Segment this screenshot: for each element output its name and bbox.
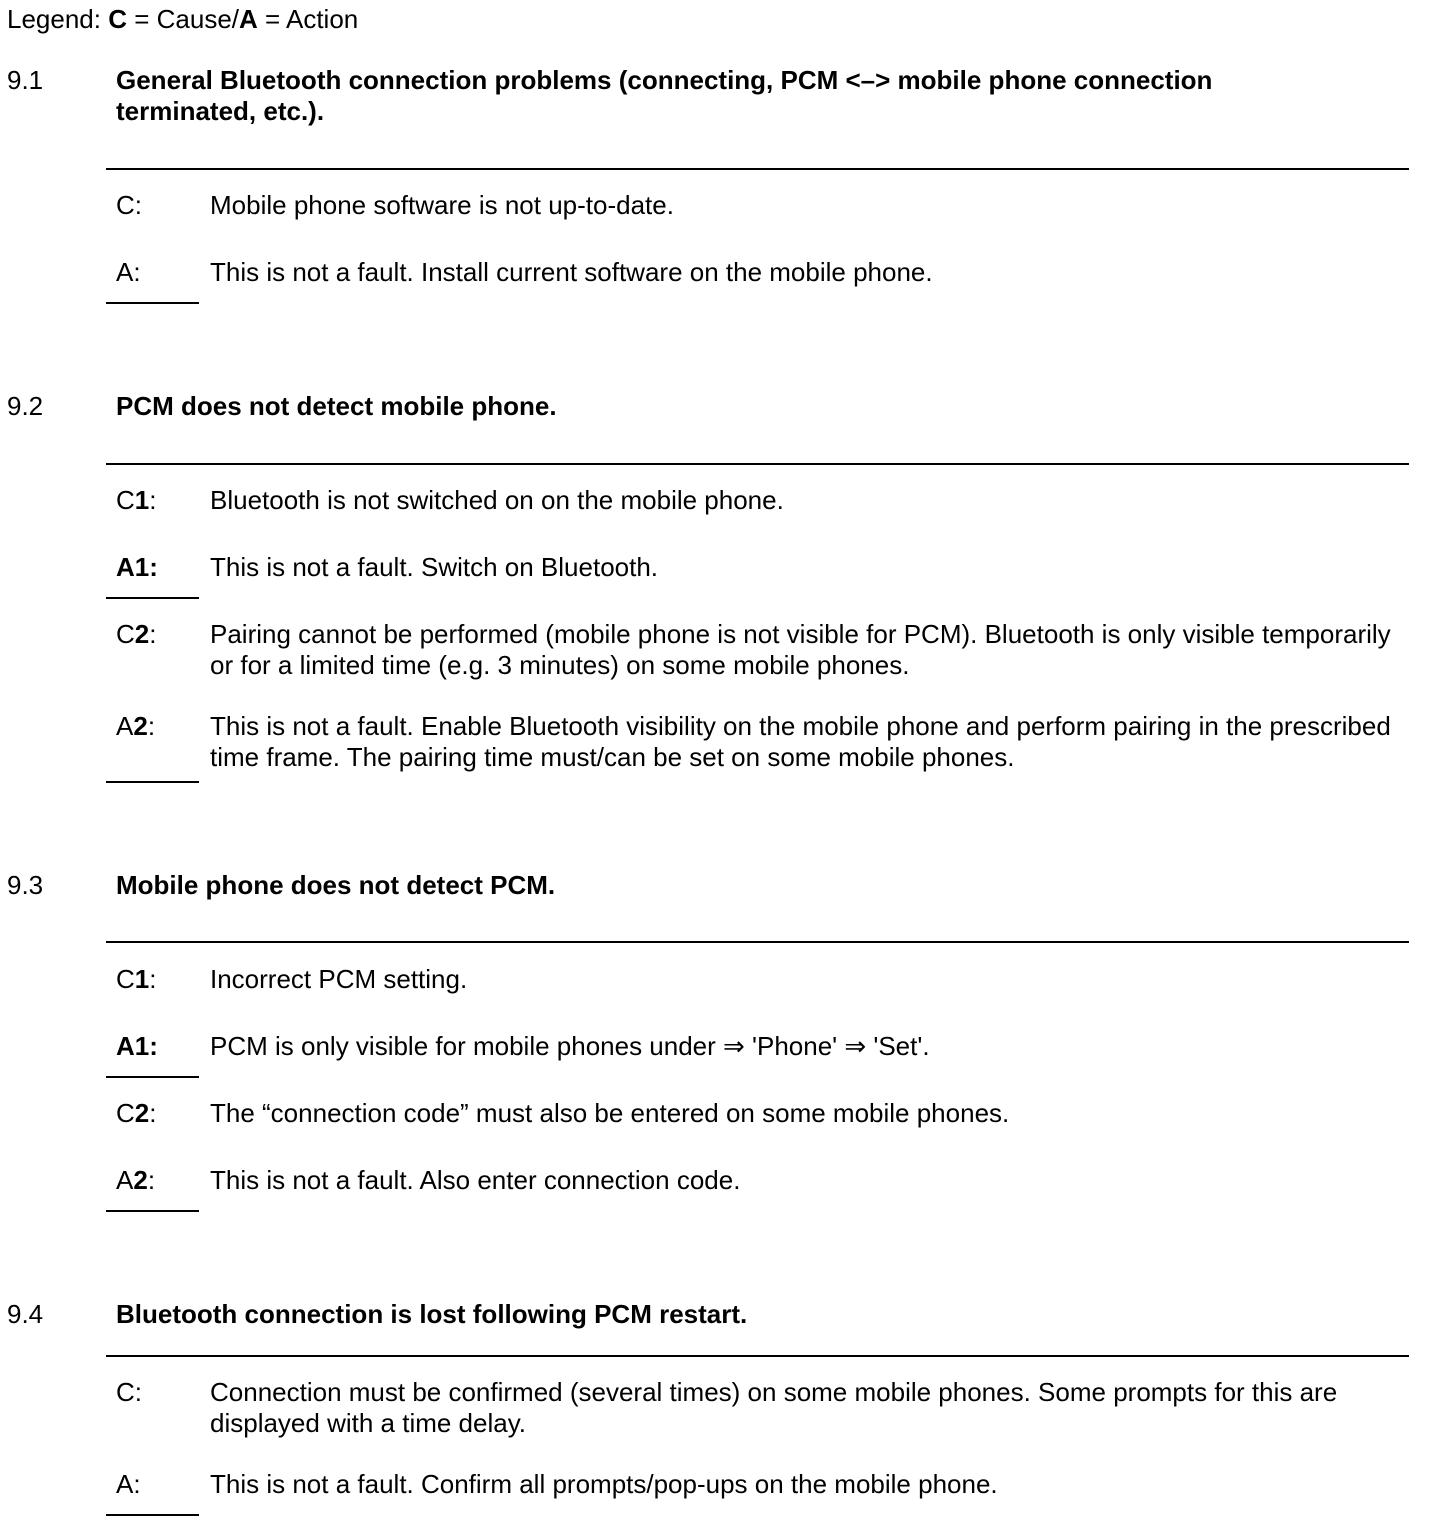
entry-label: C1:: [116, 485, 157, 515]
entry-text: This is not a fault. Install current software on the mobile phone.: [210, 257, 933, 287]
section-rule: [106, 941, 1409, 943]
entry-text: Incorrect PCM setting.: [210, 964, 468, 994]
entry-divider: [106, 302, 199, 304]
entry-text: Mobile phone software is not up-to-date.: [210, 190, 674, 220]
entry-text: This is not a fault. Switch on Bluetooth.: [210, 552, 659, 582]
section-title: Mobile phone does not detect PCM.: [116, 870, 556, 900]
entry-divider: [106, 1076, 199, 1078]
entry-text: This is not a fault. Also enter connection code.: [210, 1165, 741, 1195]
entry-text: Connection must be confirmed (several times) on some mobile phones. Some prompts for this are displayed with a time delay.: [210, 1377, 1338, 1438]
entry-text: This is not a fault. Enable Bluetooth visibility on the mobile phone and perform pairing in the prescribed time frame. The pairing time must/can be set on some mobile phones.: [210, 711, 1391, 772]
section-number: 9.1: [7, 65, 44, 95]
section-number: 9.3: [7, 870, 44, 900]
section-title: Bluetooth connection is lost following PCM restart.: [116, 1299, 748, 1329]
legend-action-text: = Action: [257, 4, 359, 34]
entry-label: A2:: [116, 1165, 156, 1195]
entry-label: A:: [116, 257, 141, 287]
section-number: 9.2: [7, 391, 44, 421]
entry-divider: [106, 597, 199, 599]
entry-label: C1:: [116, 964, 157, 994]
entry-divider: [106, 781, 199, 783]
entry-label: A2:: [116, 711, 156, 741]
entry-label: A1:: [116, 552, 158, 582]
entry-label: C:: [116, 1377, 143, 1407]
entry-text: Pairing cannot be performed (mobile phone is not visible for PCM). Bluetooth is only visible temporarily or for a limited time (e.g. 3 minutes) on some mobile phones.: [210, 619, 1391, 680]
legend-cause-letter: C: [108, 4, 127, 34]
section-rule: [106, 463, 1409, 465]
legend: [7, 4, 358, 35]
section-number: 9.4: [7, 1299, 44, 1329]
entry-text: Bluetooth is not switched on on the mobile phone.: [210, 485, 784, 515]
entry-text: The “connection code” must also be entered on some mobile phones.: [210, 1098, 1010, 1128]
entry-divider: [106, 1210, 199, 1212]
entry-label: A1:: [116, 1031, 158, 1061]
legend-prefix: Legend:: [7, 4, 109, 34]
entry-label: C2:: [116, 1098, 157, 1128]
entry-label: C:: [116, 190, 143, 220]
entry-label: C2:: [116, 619, 157, 649]
legend-cause-text: = Cause/: [127, 4, 240, 34]
section-rule: [106, 168, 1409, 170]
entry-label: A:: [116, 1469, 141, 1499]
section-title: PCM does not detect mobile phone.: [116, 391, 557, 421]
section-rule: [106, 1355, 1409, 1357]
legend-action-letter: A: [239, 4, 258, 34]
section-title: General Bluetooth connection problems (connecting, PCM <–> mobile phone connection terminated, etc.).: [116, 65, 1213, 126]
entry-text: This is not a fault. Confirm all prompts/pop-ups on the mobile phone.: [210, 1469, 998, 1499]
entry-text: PCM is only visible for mobile phones under ⇒ 'Phone' ⇒ 'Set'.: [210, 1031, 930, 1061]
entry-divider: [106, 1514, 199, 1516]
